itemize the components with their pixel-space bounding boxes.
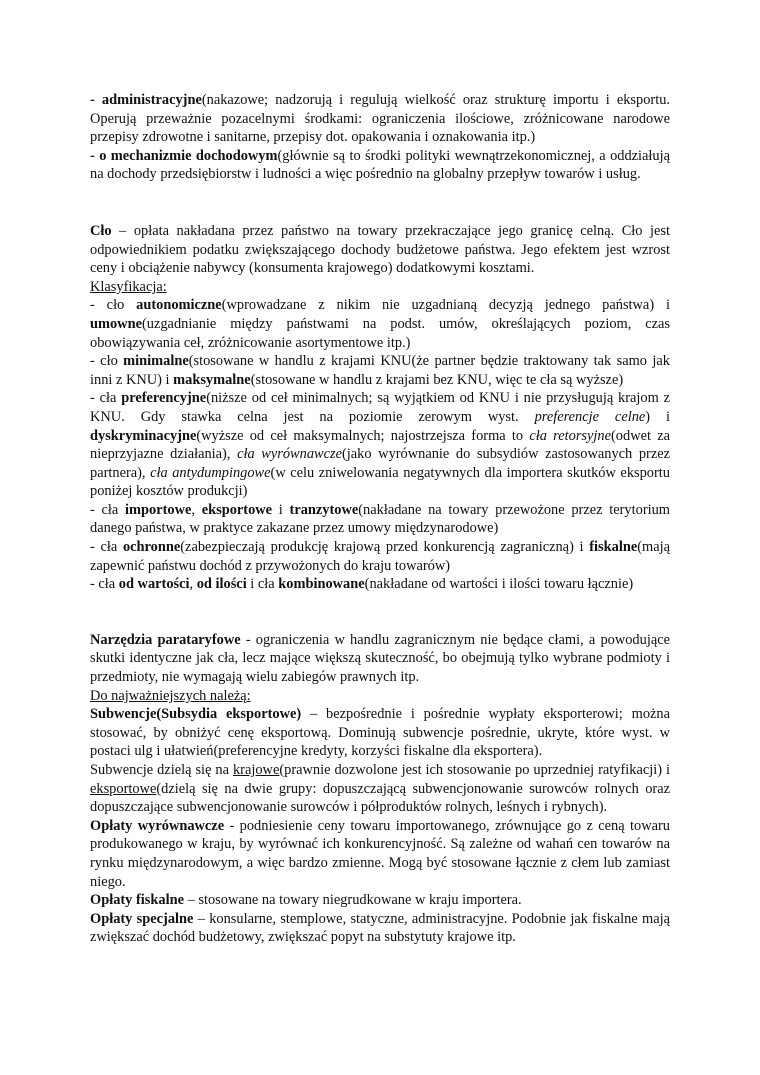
- term-minimal: minimalne: [123, 353, 189, 370]
- term-administrative: - administracyjne: [90, 92, 202, 108]
- heading-most-important: [90, 687, 670, 706]
- underlined-domestic: krajowe: [232, 762, 280, 778]
- item-prefix: - cło: [90, 297, 137, 314]
- list-item-value-quantity: [90, 575, 670, 594]
- term-paratariff: Narzędzia parataryfowe: [90, 631, 241, 648]
- item-separator: ,: [191, 501, 202, 518]
- paragraph-text: (prawnie dozwolone jest ich stosowanie po uprzedniej ratyfikacji) i: [279, 762, 670, 778]
- item-text: (wyższe od ceł maksymalnych; najostrzejsza forma to: [196, 427, 530, 444]
- item-text: (wprowadzane z nikim nie uzgadnianą decyzją jednego państwa) i: [221, 297, 670, 314]
- term-combined: kombinowane: [278, 576, 365, 593]
- item-separator: i: [272, 501, 290, 518]
- paragraph-text: – stosowane na towary niegrudkowane w kraju importera.: [183, 892, 522, 909]
- paragraph-income-mechanism: [90, 147, 670, 184]
- term-income-mechanism: - o mechanizmie dochodowym: [90, 147, 278, 164]
- italic-antidumping: cła antydumpingowe: [150, 464, 271, 481]
- item-text: ) i: [645, 408, 671, 425]
- heading-classification: [90, 278, 670, 297]
- list-item-protective: [90, 538, 670, 575]
- item-text: (stosowane w handlu z krajami KNU(że partner będzie traktowany tak samo jak inni z KNU) i: [90, 353, 670, 388]
- paragraph-countervailing-fees: [90, 817, 670, 891]
- italic-retaliatory: cła retorsyjne: [529, 427, 612, 444]
- item-text: (nakładane od wartości i ilości towaru łącznie): [364, 576, 634, 593]
- term-subsidies: Subwencje(Subsydia eksportowe): [90, 706, 302, 723]
- list-item-preferential: [90, 389, 670, 501]
- spacer: [90, 184, 670, 222]
- item-text: (zabezpieczają produkcję krajową przed konkurencją zagraniczną) i: [180, 539, 590, 556]
- underlined-export: eksportowe: [90, 780, 157, 797]
- item-text: (mają zapewnić państwu dochód z przywożonych do kraju towarów): [90, 539, 670, 574]
- term-fiscal-fees: Opłaty fiskalne: [90, 892, 184, 909]
- paragraph-paratariff: [90, 631, 670, 687]
- term-discriminatory: dyskryminacyjne: [90, 427, 197, 444]
- paragraph-text: - podniesienie ceny towaru importowanego, zrównujące go z ceną towaru produkowanego w kraju, by wyrównać ich konkurencyjność. Są zależne od wahań cen towarów na rynku międzynarodowym, a więc bardzo zmienne. Mogą być stosowane łącznie z cłem lub zamiast niego.: [90, 817, 670, 890]
- list-item-autonomous: [90, 296, 670, 352]
- term-countervailing-fees: Opłaty wyrównawcze: [90, 817, 225, 834]
- term-specific: od ilości: [196, 576, 247, 593]
- item-separator: ,: [189, 576, 197, 593]
- item-text: (niższe od ceł minimalnych; są wyjątkiem od KNU i nie przysługują krajom z KNU. Gdy stawka celna jest na poziomie zerowym wyst.: [90, 390, 670, 425]
- term-protective: ochronne: [122, 539, 181, 556]
- list-item-import-export: [90, 501, 670, 538]
- term-import: importowe: [125, 501, 192, 518]
- item-prefix: - cła: [90, 501, 126, 518]
- term-export: eksportowe: [201, 501, 273, 518]
- italic-preferential-tariffs: preferencje celne: [534, 408, 646, 425]
- term-transit: tranzytowe: [289, 501, 359, 518]
- spacer: [90, 594, 670, 631]
- paragraph-special-fees: [90, 910, 670, 947]
- item-text: (stosowane w handlu z krajami bez KNU, więc te cła są wyższe): [250, 371, 624, 388]
- paragraph-subsidies-split: [90, 761, 670, 817]
- italic-countervailing: cła wyrównawcze: [237, 446, 342, 463]
- term-maximal: maksymalne: [173, 371, 251, 388]
- paragraph-fiscal-fees: [90, 891, 670, 910]
- paragraph-text: - ograniczenia w handlu zagranicznym nie będące cłami, a powodujące skutki identyczne jak cła, lecz mające większą skuteczność, bo obejmują tylko wybrane podmioty i przedmioty, nie wymagają wielu zabiegów prawnych itp.: [90, 631, 670, 686]
- item-prefix: - cła: [90, 390, 122, 407]
- term-preferential: preferencyjne: [121, 390, 207, 407]
- term-ad-valorem: od wartości: [118, 576, 190, 593]
- item-text: (w celu zniwelowania negatywnych dla importera skutków eksportu poniżej kosztów produkcji): [90, 464, 670, 500]
- term-customs: Cło: [90, 222, 112, 239]
- paragraph-customs-definition: [90, 222, 670, 278]
- paragraph-text: Subwencje dzielą się na: [90, 762, 233, 778]
- paragraph-subsidies: [90, 705, 670, 761]
- term-contractual: umowne: [90, 315, 142, 332]
- term-special-fees: Opłaty specjalne: [90, 910, 194, 927]
- item-prefix: - cła: [90, 576, 119, 593]
- classification-heading-text: Klasyfikacja:: [90, 278, 167, 295]
- term-autonomous: autonomiczne: [136, 297, 222, 314]
- list-item-minimal: [90, 352, 670, 389]
- paragraph-text: (głównie są to środki polityki wewnątrzekonomicznej, a oddziałują na dochody przedsiębiorstw i ludności a więc pośrednio na globalny przepływ towarów i usług.: [90, 147, 671, 183]
- most-important-heading-text: Do najważniejszych należą:: [90, 687, 251, 704]
- item-prefix: - cło: [90, 353, 124, 370]
- paragraph-text: (dzielą się na dwie grupy: dopuszczającą subwencjonowanie surowców rolnych oraz dopuszczające subwencjonowanie surowców i półproduktów rolnych, leśnych i rybnych).: [90, 780, 670, 816]
- paragraph-text: – konsularne, stemplowe, statyczne, administracyjne. Podobnie jak fiskalne mają zwiększać dochód budżetowy, zwiększać popyt na substytuty krajowe itp.: [90, 910, 670, 946]
- item-text: (nakładane na towary przewożone przez terytorium danego państwa, w praktyce zakazane przez umowy międzynarodowe): [90, 501, 670, 537]
- item-text: (jako wyrównanie do subsydiów zastosowanych przez partnera),: [90, 446, 670, 481]
- item-text: (odwet za nieprzyjazne działania),: [90, 427, 670, 463]
- paragraph-text: (nakazowe; nadzorują i regulują wielkość oraz strukturę importu i eksportu. Operują przeważnie pozacelnymi środkami: ograniczenia ilościowe, zróżnicowane narodowe przepisy zdrowotne i sanitarne, przepisy dot. opakowania i oznakowania itp.): [90, 92, 670, 146]
- item-prefix: - cła: [90, 539, 123, 556]
- item-separator: i cła: [246, 576, 279, 593]
- paragraph-text: – opłata nakładana przez państwo na towary przekraczające jego granicę celną. Cło jest odpowiednikiem podatku zwiększającego dochody budżetowe państwa. Jego efektem jest wzrost ceny i obciążenie nabywcy (konsumenta krajowego) dodatkowymi kosztami.: [90, 222, 670, 277]
- item-text: (uzgadnianie między państwami na podst. umów, określających poziom, czas obowiązywania ceł, zróżnicowanie asortymentowe itp.): [90, 315, 670, 351]
- paragraph-administrative: [90, 91, 670, 147]
- document-body: [90, 91, 670, 947]
- paragraph-text: – bezpośrednie i pośrednie wypłaty eksporterowi; można stosować, by obniżyć cenę eksportową. Dominują subwencje pośrednie, ukryte, które wyst. w postaci ulg i ułatwień(preferencyjne kredyty, korzyści fiskalne dla eksportera).: [90, 706, 671, 760]
- term-fiscal: fiskalne: [589, 539, 638, 556]
